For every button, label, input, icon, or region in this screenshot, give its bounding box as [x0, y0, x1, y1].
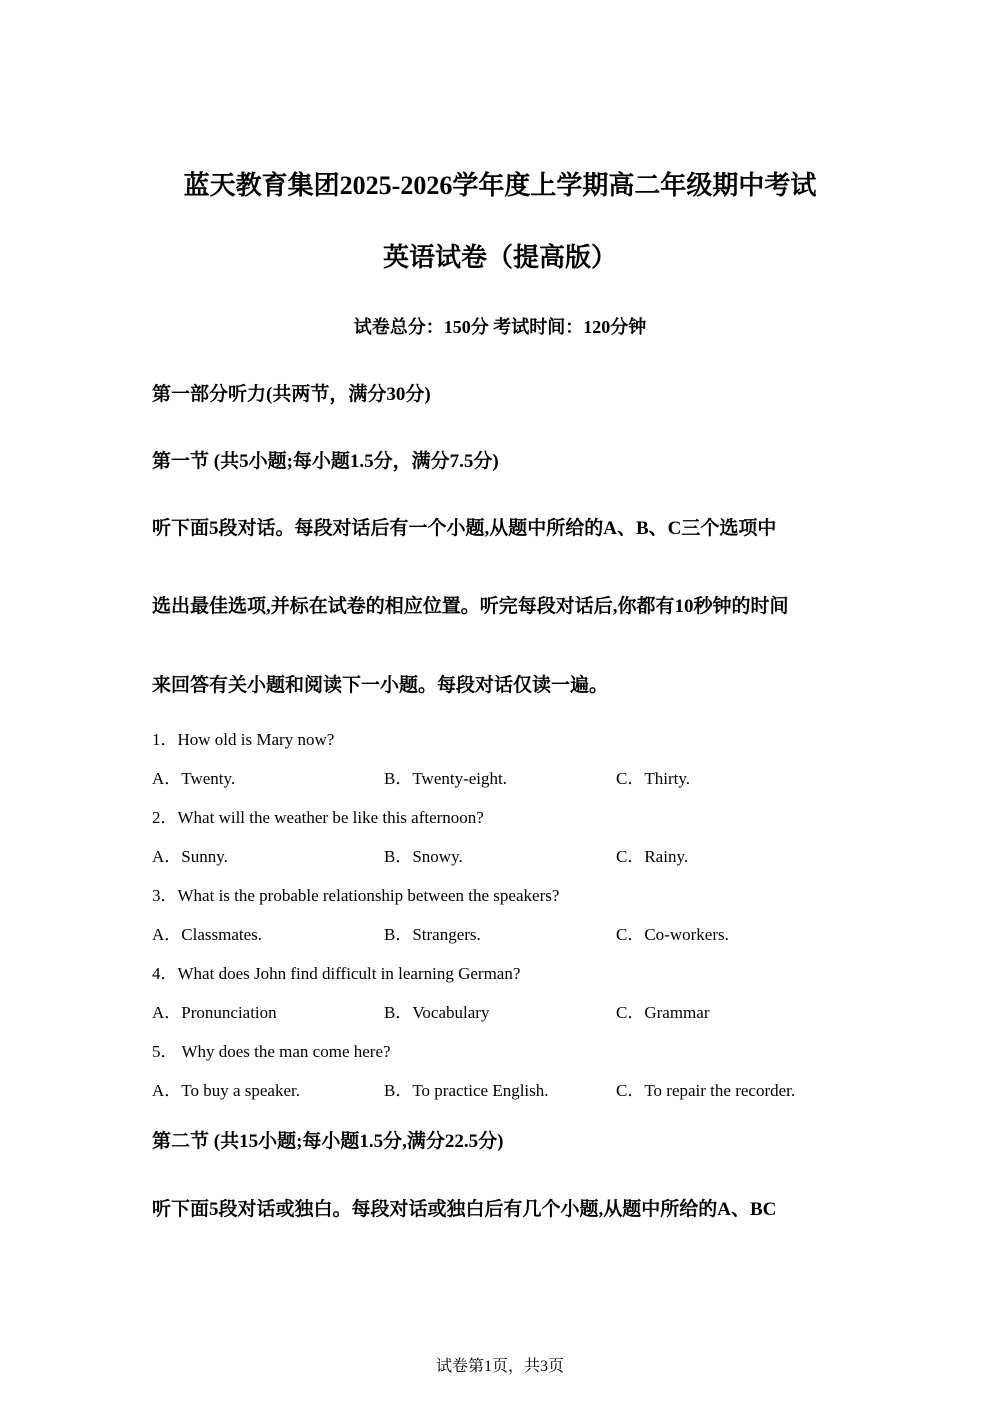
question-stem: 5． Why does the man come here? — [152, 1042, 391, 1061]
question-stem: 1．How old is Mary now? — [152, 730, 335, 749]
instruction-line: 来回答有关小题和阅读下一小题。每段对话仅读一遍。 — [152, 675, 609, 696]
option-a: A．Pronunciation — [152, 1003, 277, 1022]
question-stem: 3．What is the probable relationship between the speakers? — [152, 886, 560, 905]
option-c: C．Rainy. — [616, 847, 689, 866]
section1-heading: 第一节 (共5小题;每小题1.5分，满分7.5分) — [152, 451, 499, 472]
option-a: A．Sunny. — [152, 847, 228, 866]
option-a: A．Classmates. — [152, 925, 263, 944]
option-b: B．Strangers. — [384, 925, 481, 944]
option-b: B．To practice English. — [384, 1081, 549, 1100]
option-c: C．To repair the recorder. — [616, 1081, 796, 1100]
section2-heading: 第二节 (共15小题;每小题1.5分,满分22.5分) — [152, 1131, 504, 1152]
option-c: C．Co-workers. — [616, 925, 729, 944]
exam-title: 蓝天教育集团2025-2026学年度上学期高二年级期中考试 — [183, 171, 817, 200]
option-b: B．Snowy. — [384, 847, 463, 866]
instruction-line: 听下面5段对话。每段对话后有一个小题,从题中所给的A、B、C三个选项中 — [152, 518, 777, 539]
part1-heading: 第一部分听力(共两节，满分30分) — [152, 384, 431, 405]
question-stem: 4．What does John find difficult in learning German? — [152, 964, 521, 983]
question-stem: 2．What will the weather be like this afternoon? — [152, 808, 484, 827]
option-b: B．Twenty-eight. — [384, 769, 507, 788]
option-a: A．Twenty. — [152, 769, 236, 788]
option-c: C．Grammar — [616, 1003, 710, 1022]
exam-subtitle: 英语试卷（提高版） — [382, 243, 617, 272]
option-a: A．To buy a speaker. — [152, 1081, 300, 1100]
section2-instruction: 听下面5段对话或独白。每段对话或独白后有几个小题,从题中所给的A、BC — [152, 1199, 777, 1220]
option-c: C．Thirty. — [616, 769, 690, 788]
instruction-line: 选出最佳选项,并标在试卷的相应位置。听完每段对话后,你都有10秒钟的时间 — [152, 596, 789, 617]
option-b: B．Vocabulary — [384, 1003, 490, 1022]
page-footer: 试卷第1页，共3页 — [435, 1358, 564, 1375]
exam-meta: 试卷总分：150分 考试时间：120分钟 — [353, 317, 647, 337]
